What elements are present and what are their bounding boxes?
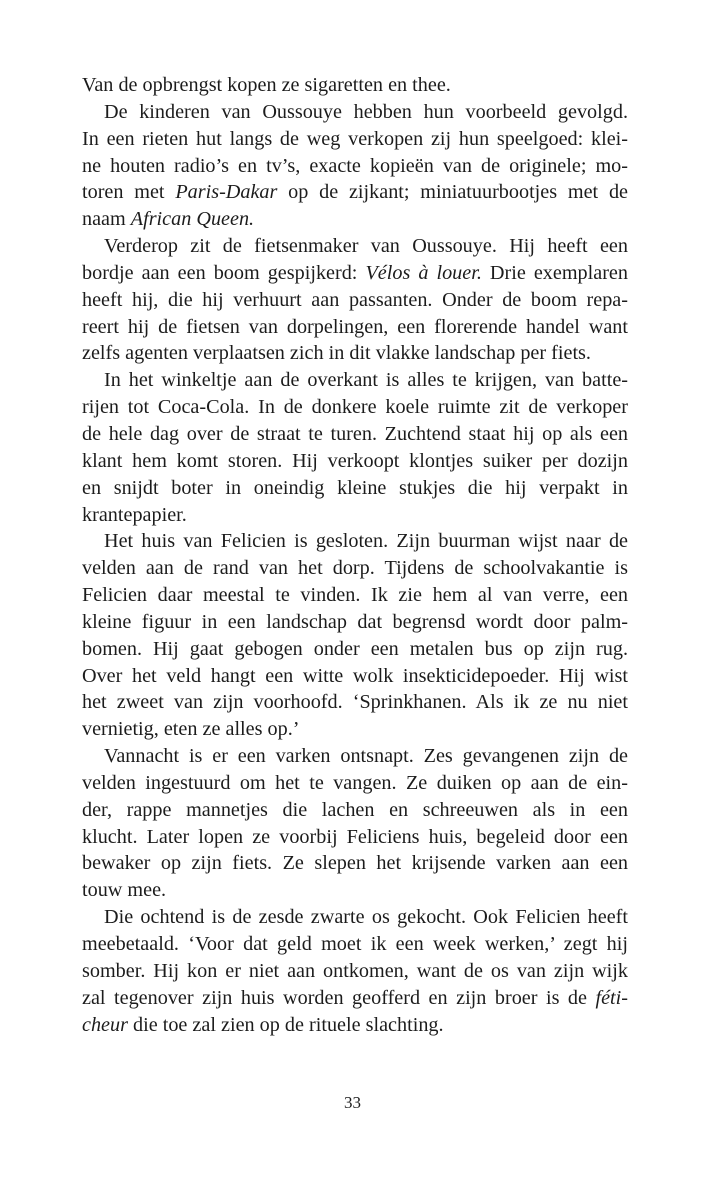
- text-line: [82, 502, 628, 529]
- text-segment: Over het veld hangt een witte wolk insekticidepoeder. Hij wist: [82, 664, 628, 687]
- text-line: [82, 877, 628, 904]
- text-line: [82, 314, 628, 341]
- text-line: [82, 663, 628, 690]
- text-line: [82, 743, 628, 770]
- text-segment: Die ochtend is de zesde zwarte os gekocht. Ook Felicien heeft: [104, 906, 628, 929]
- text-line: [82, 609, 628, 636]
- text-segment: het zweet van zijn voorhoofd. ‘Sprinkhanen. Als ik ze nu niet: [82, 691, 628, 714]
- italic-text: Paris-Dakar: [175, 181, 278, 204]
- text-segment: velden ingestuurd om het te vangen. Ze duiken op aan de ein-: [82, 771, 628, 794]
- text-segment: de hele dag over de straat te turen. Zuchtend staat hij op als een: [82, 422, 628, 445]
- page-body: [82, 72, 628, 1038]
- text-line: [82, 904, 628, 931]
- text-segment: Het huis van Felicien is gesloten. Zijn buurman wijst naar de: [104, 530, 628, 553]
- text-segment: In het winkeltje aan de overkant is alles te krijgen, van batte-: [104, 369, 628, 392]
- text-line: [82, 421, 628, 448]
- text-line: [82, 367, 628, 394]
- text-segment: toren met: [82, 181, 176, 204]
- text-line: [82, 824, 628, 851]
- text-segment: heeft hij, die hij verhuurt aan passanten. Onder de boom repa-: [82, 288, 628, 311]
- text-segment: De kinderen van Oussouye hebben hun voorbeeld gevolgd.: [104, 100, 628, 123]
- paragraph: [82, 904, 628, 1038]
- text-line: [82, 72, 628, 99]
- paragraph: [82, 233, 628, 367]
- text-line: [82, 260, 628, 287]
- text-segment: ne houten radio’s en tv’s, exacte kopieën van de originele; mo-: [82, 154, 628, 177]
- text-line: [82, 770, 628, 797]
- text-line: [82, 850, 628, 877]
- text-segment: bordje aan een boom gespijkerd:: [82, 261, 366, 284]
- text-segment: somber. Hij kon er niet aan ontkomen, want de os van zijn wijk: [82, 959, 628, 982]
- text-segment: bewaker op zijn fiets. Ze slepen het krijsende varken aan een: [82, 852, 628, 875]
- text-segment: zal tegenover zijn huis worden geofferd en zijn broer is de: [82, 986, 596, 1009]
- text-segment: en snijdt boter in oneindig kleine stukjes die hij verpakt in: [82, 476, 628, 499]
- paragraph: [82, 528, 628, 743]
- text-segment: Van de opbrengst kopen ze sigaretten en thee.: [82, 74, 451, 96]
- text-segment: kleine figuur in een landschap dat begrensd wordt door palm-: [82, 610, 628, 633]
- text-segment: krantepapier.: [82, 503, 187, 526]
- text-line: [82, 475, 628, 502]
- text-line: [82, 528, 628, 555]
- text-line: [82, 985, 628, 1012]
- text-segment: Felicien daar meestal te vinden. Ik zie hem al van verre, een: [82, 584, 628, 607]
- text-segment: klucht. Later lopen ze voorbij Feliciens huis, begeleid door een: [82, 825, 628, 848]
- text-segment: zelfs agenten verplaatsen zich in dit vlakke landschap per fiets.: [82, 342, 591, 365]
- text-line: [82, 126, 628, 153]
- text-segment: op de zijkant; miniatuurbootjes met de: [277, 181, 628, 204]
- text-segment: Verderop zit de fietsenmaker van Oussouye. Hij heeft een: [104, 235, 628, 258]
- text-segment: klant hem komt storen. Hij verkoopt klontjes suiker per dozijn: [82, 449, 628, 472]
- italic-text: féti-: [595, 986, 628, 1009]
- text-line: [82, 636, 628, 663]
- text-line: [82, 716, 628, 743]
- text-segment: die toe zal zien op de rituele slachting.: [127, 1013, 444, 1036]
- italic-text: Vélos à louer.: [365, 261, 482, 284]
- paragraph: [82, 743, 628, 904]
- text-line: [82, 958, 628, 985]
- text-segment: rijen tot Coca-Cola. In de donkere koele ruimte zit de verkoper: [82, 396, 628, 419]
- paragraph: [82, 367, 628, 528]
- text-line: [82, 233, 628, 260]
- text-line: [82, 179, 628, 206]
- text-line: [82, 394, 628, 421]
- text-segment: velden aan de rand van het dorp. Tijdens de schoolvakantie is: [82, 557, 628, 580]
- text-line: [82, 931, 628, 958]
- text-line: [82, 689, 628, 716]
- text-line: [82, 448, 628, 475]
- text-segment: Vannacht is er een varken ontsnapt. Zes gevangenen zijn de: [104, 745, 628, 768]
- italic-text: cheur: [82, 1013, 128, 1036]
- text-segment: In een rieten hut langs de weg verkopen zij hun speelgoed: klei-: [82, 127, 628, 150]
- text-segment: meebetaald. ‘Voor dat geld moet ik een week werken,’ zegt hij: [82, 933, 628, 955]
- text-line: [82, 555, 628, 582]
- text-line: [82, 340, 628, 367]
- paragraph: [82, 99, 628, 233]
- text-line: [82, 206, 628, 233]
- page-number: 33: [344, 1093, 361, 1112]
- text-line: [82, 153, 628, 180]
- text-line: [82, 99, 628, 126]
- text-segment: reert hij de fietsen van dorpelingen, een florerende handel want: [82, 315, 628, 338]
- text-line: [82, 287, 628, 314]
- text-line: [82, 582, 628, 609]
- text-line: [82, 1012, 628, 1039]
- text-segment: Drie exemplaren: [481, 261, 628, 284]
- text-segment: der, rappe mannetjes die lachen en schreeuwen als in een: [82, 798, 628, 821]
- text-segment: naam: [82, 208, 131, 231]
- paragraph: [82, 72, 628, 99]
- text-segment: vernietig, eten ze alles op.’: [82, 718, 300, 741]
- text-segment: touw mee.: [82, 879, 167, 902]
- text-segment: bomen. Hij gaat gebogen onder een metalen bus op zijn rug.: [82, 637, 628, 660]
- italic-text: African Queen.: [130, 208, 255, 231]
- text-line: [82, 797, 628, 824]
